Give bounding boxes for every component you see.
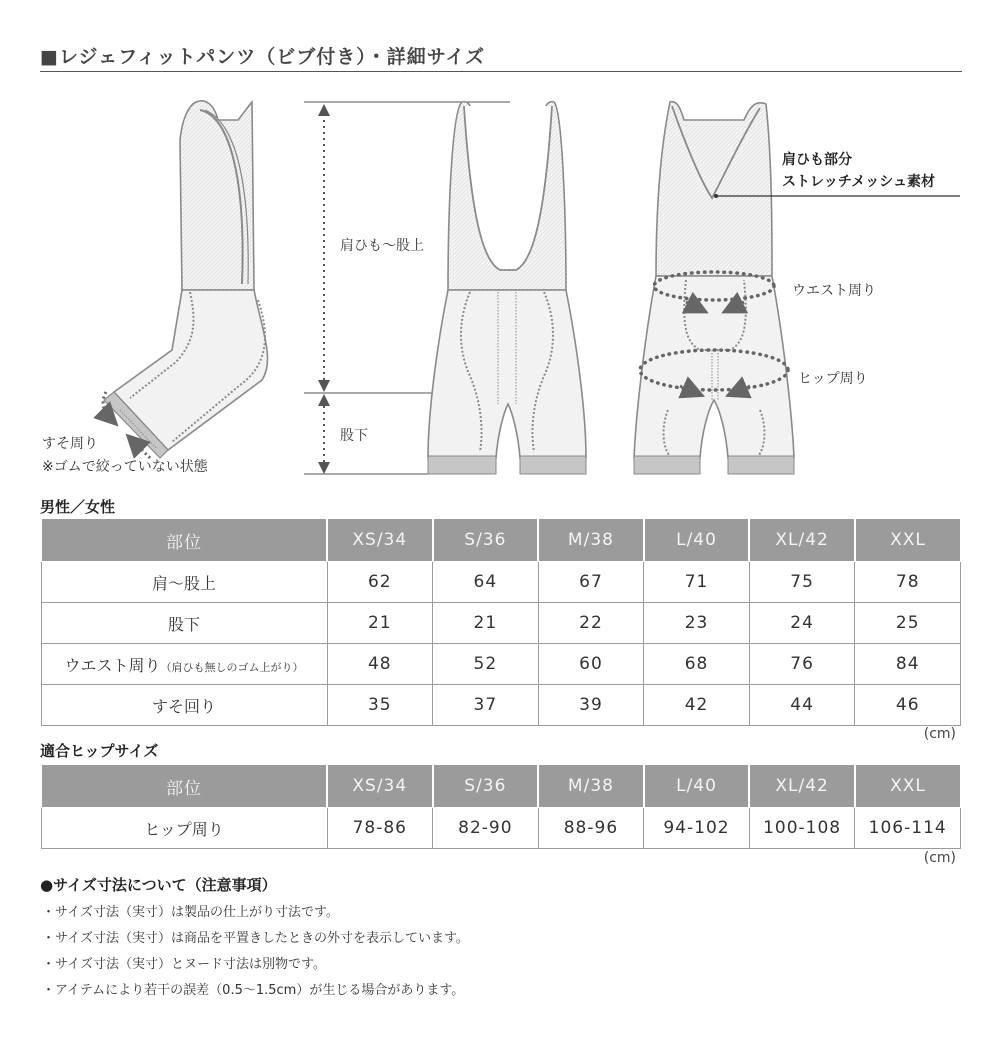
strap-material-label: ストレッチメッシュ素材: [782, 174, 936, 190]
table-cell: 21: [433, 603, 539, 644]
table-row: [41, 603, 961, 644]
title-divider: [40, 71, 962, 72]
header-cell: 部位: [41, 519, 327, 562]
table-cell: 106-114: [855, 808, 961, 849]
table-cell: 46: [855, 685, 961, 726]
row-label-waist: [41, 644, 327, 685]
table-cell: 68: [644, 644, 750, 685]
header-cell: M/38: [538, 519, 644, 562]
header-cell: XS/34: [327, 765, 433, 808]
table-cell: 67: [538, 562, 644, 603]
header-cell: XL/42: [749, 765, 855, 808]
table-row: [41, 685, 961, 726]
row-label: 股下: [41, 603, 327, 644]
table-cell: 60: [538, 644, 644, 685]
size-table-header: [41, 519, 961, 562]
table-cell: 37: [433, 685, 539, 726]
front-view-garment: [428, 102, 586, 474]
header-cell: S/36: [433, 519, 539, 562]
row-label: ヒップ周り: [41, 808, 327, 849]
table-row: [41, 644, 961, 685]
header-cell: M/38: [538, 765, 644, 808]
table-cell: 78: [855, 562, 961, 603]
table-cell: 25: [855, 603, 961, 644]
waist-label: ウエスト周り: [792, 283, 876, 299]
list-item: ・サイズ寸法（実寸）は製品の仕上がり寸法です。: [42, 905, 339, 920]
size-table: [40, 518, 961, 726]
table-cell: 44: [749, 685, 855, 726]
header-cell: XS/34: [327, 519, 433, 562]
notes-list: [42, 900, 469, 1004]
shoulder-to-crotch-label: 肩ひも〜股上: [340, 238, 424, 254]
hip-label: ヒップ周り: [798, 371, 868, 387]
row-label: 肩〜股上: [41, 562, 327, 603]
table-cell: 62: [327, 562, 433, 603]
table-cell: 94-102: [644, 808, 750, 849]
table1-heading: 男性／女性: [40, 498, 116, 516]
hem-note-label: ※ゴムで絞っていない状態: [42, 459, 208, 475]
side-view-garment: [103, 101, 267, 458]
page-title: ■レジェフィットパンツ（ビブ付き）・詳細サイズ: [40, 46, 486, 68]
table1-unit: (cm): [923, 726, 956, 742]
list-item: ・サイズ寸法（実寸）とヌード寸法は別物です。: [42, 957, 326, 972]
table-cell: 75: [749, 562, 855, 603]
hip-table-header: [41, 765, 961, 808]
row-label: すそ回り: [41, 685, 327, 726]
table-cell: 76: [749, 644, 855, 685]
table2-unit: (cm): [923, 850, 956, 866]
table-row: [41, 808, 961, 849]
table-cell: 64: [433, 562, 539, 603]
row-label-note: （肩ひも無しのゴム上がり）: [160, 660, 304, 674]
table-cell: 71: [644, 562, 750, 603]
header-cell: L/40: [644, 765, 750, 808]
table-cell: 52: [433, 644, 539, 685]
strap-label: 肩ひも部分: [782, 152, 852, 168]
header-cell: S/36: [433, 765, 539, 808]
table-cell: 78-86: [327, 808, 433, 849]
table-cell: 84: [855, 644, 961, 685]
table-cell: 35: [327, 685, 433, 726]
header-cell: 部位: [41, 765, 327, 808]
notes-heading: ●サイズ寸法について（注意事項）: [40, 876, 277, 894]
row-label: ウエスト周り: [64, 655, 161, 675]
garment-illustration: [0, 80, 1000, 490]
table-row: [41, 562, 961, 603]
table2-heading: 適合ヒップサイズ: [40, 742, 159, 760]
header-cell: XL/42: [749, 519, 855, 562]
table-cell: 82-90: [433, 808, 539, 849]
header-cell: L/40: [644, 519, 750, 562]
table-cell: 48: [327, 644, 433, 685]
table-cell: 39: [538, 685, 644, 726]
table-cell: 88-96: [538, 808, 644, 849]
list-item: ・サイズ寸法（実寸）は商品を平置きしたときの外寸を表示しています。: [42, 931, 469, 946]
header-cell: XXL: [855, 765, 961, 808]
inseam-label: 股下: [340, 428, 368, 444]
table-cell: 22: [538, 603, 644, 644]
hip-size-table: [40, 764, 961, 849]
list-item: ・アイテムにより若干の誤差（0.5〜1.5cm）が生じる場合があります。: [42, 983, 465, 998]
table-cell: 21: [327, 603, 433, 644]
table-cell: 24: [749, 603, 855, 644]
hem-label: すそ周り: [42, 436, 98, 452]
table-cell: 23: [644, 603, 750, 644]
header-cell: XXL: [855, 519, 961, 562]
table-cell: 42: [644, 685, 750, 726]
table-cell: 100-108: [749, 808, 855, 849]
